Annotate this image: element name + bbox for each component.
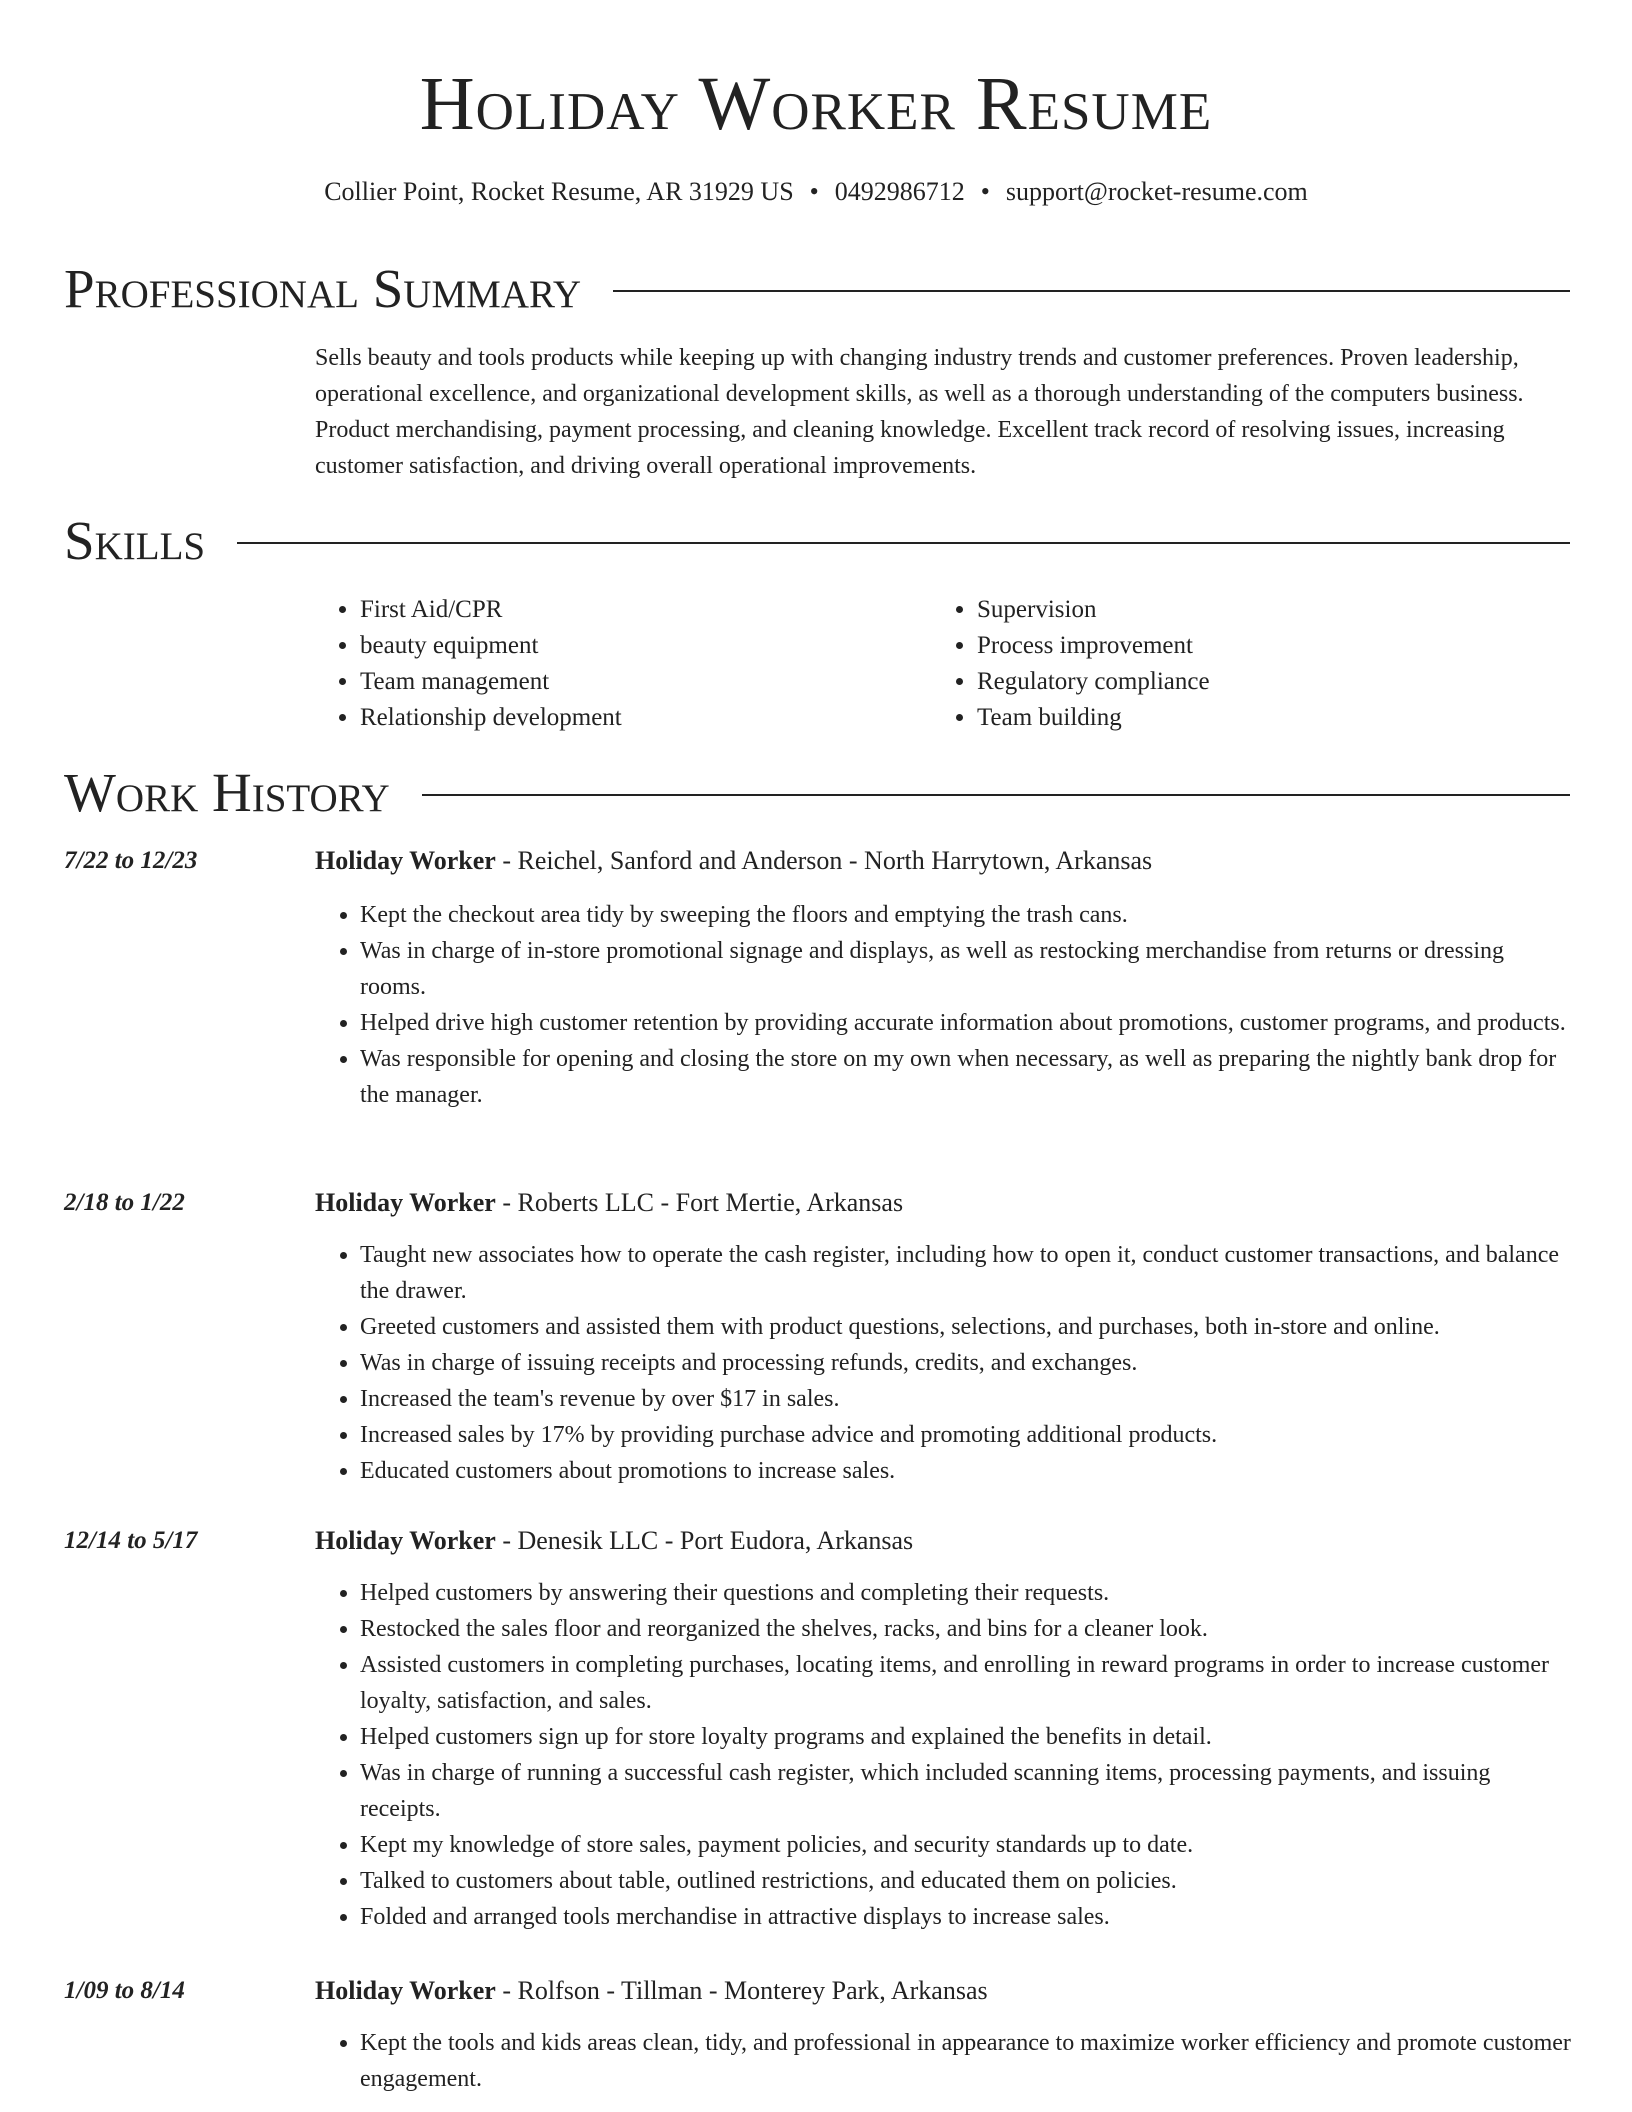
job-bullets: [315, 2025, 1571, 2097]
job-heading: [315, 1973, 1571, 2009]
job-bullet: • Assisted customers in completing purchases, locating items, and enrolling in reward programs in order to increase customer loyalty, satisfaction, and sales.: [360, 1647, 1571, 1719]
contact-separator: •: [980, 177, 990, 206]
skill-item: • First Aid/CPR: [360, 592, 932, 628]
job-role: Holiday Worker: [315, 1188, 496, 1217]
job-details: - Roberts LLC - Fort Mertie, Arkansas: [495, 1188, 904, 1217]
job-dates: 12/14 to 5/17: [64, 1527, 198, 1554]
job-bullet: • Helped customers sign up for store loyalty programs and explained the benefits in detail.: [360, 1719, 1571, 1755]
work-section-header: [64, 760, 1570, 826]
contact-line: [0, 174, 1632, 210]
job-bullet: • Kept my knowledge of store sales, payment policies, and security standards up to date.: [360, 1827, 1571, 1863]
job-bullet: • Increased the team's revenue by over $17 in sales.: [360, 1381, 1571, 1417]
job-bullet: • Folded and arranged tools merchandise in attractive displays to increase sales.: [360, 1899, 1571, 1935]
skill-item: • Team building: [977, 700, 1549, 736]
contact-email: support@rocket-resume.com: [1005, 177, 1308, 206]
skills-list: [315, 592, 1571, 736]
job-bullet: • Educated customers about promotions to increase sales.: [360, 1453, 1571, 1489]
skill-item: • Relationship development: [360, 700, 932, 736]
summary-section-header: [64, 256, 1570, 322]
job-bullets: [315, 1237, 1571, 1489]
job-bullet: • Kept the tools and kids areas clean, tidy, and professional in appearance to maximize worker efficiency and promote customer engagement.: [360, 2025, 1571, 2097]
job-bullet: • Restocked the sales floor and reorganized the shelves, racks, and bins for a cleaner look.: [360, 1611, 1571, 1647]
skills-column-2: [932, 592, 1549, 736]
job-details: - Denesik LLC - Port Eudora, Arkansas: [495, 1526, 914, 1555]
section-divider: [422, 794, 1570, 796]
section-divider: [613, 290, 1570, 292]
job-heading: [315, 1185, 1571, 1221]
job-bullets: [315, 1575, 1571, 1935]
job-bullet: • Kept the checkout area tidy by sweeping the floors and emptying the trash cans.: [360, 897, 1571, 933]
job-bullet: • Was responsible for opening and closing the store on my own when necessary, as well as preparing the nightly bank drop for the manager.: [360, 1041, 1571, 1113]
job-bullet: • Talked to customers about table, outlined restrictions, and educated them on policies.: [360, 1863, 1571, 1899]
contact-phone: 0492986712: [834, 177, 965, 206]
contact-separator: •: [809, 177, 819, 206]
job-bullet: • Increased sales by 17% by providing purchase advice and promoting additional products.: [360, 1417, 1571, 1453]
job-details: - Rolfson - Tillman - Monterey Park, Arkansas: [495, 1976, 988, 2005]
job-details: - Reichel, Sanford and Anderson - North Harrytown, Arkansas: [495, 846, 1153, 875]
job-role: Holiday Worker: [315, 1976, 496, 2005]
job-bullet: • Taught new associates how to operate the cash register, including how to open it, conduct customer transactions, and balance the drawer.: [360, 1237, 1571, 1309]
skill-item: • Team management: [360, 664, 932, 700]
section-divider: [237, 542, 1570, 544]
resume-title: Holiday Worker Resume: [419, 62, 1213, 146]
job-bullet: • Greeted customers and assisted them with product questions, selections, and purchases, both in-store and online.: [360, 1309, 1571, 1345]
skill-item: • Supervision: [977, 592, 1549, 628]
job-heading: [315, 1523, 1571, 1559]
job-dates: 2/18 to 1/22: [64, 1189, 185, 1216]
job-bullets: [315, 897, 1571, 1113]
job-role: Holiday Worker: [315, 846, 496, 875]
summary-text: Sells beauty and tools products while keeping up with changing industry trends and customer preferences. Proven leadership, operational excellence, and organizational development skills, as well as a thorough understanding of the computers business. Product merchandising, payment processing, and cleaning knowledge. Excellent track record of resolving issues, increasing customer satisfaction, and driving overall operational improvements.: [315, 345, 1524, 479]
skill-item: • Regulatory compliance: [977, 664, 1549, 700]
skills-column-1: [315, 592, 932, 736]
job-bullet: • Helped drive high customer retention by providing accurate information about promotions, customer programs, and products.: [360, 1005, 1571, 1041]
job-bullet: • Was in charge of issuing receipts and processing refunds, credits, and exchanges.: [360, 1345, 1571, 1381]
job-bullet: • Helped customers by answering their questions and completing their requests.: [360, 1575, 1571, 1611]
skill-item: • beauty equipment: [360, 628, 932, 664]
work-heading: Work History: [64, 762, 390, 823]
summary-heading: Professional Summary: [64, 258, 582, 319]
skills-heading: Skills: [64, 510, 206, 571]
job-bullet: • Was in charge of running a successful cash register, which included scanning items, processing payments, and issuing receipts.: [360, 1755, 1571, 1827]
job-dates: 1/09 to 8/14: [64, 1977, 185, 2004]
job-bullet: • Was in charge of in-store promotional signage and displays, as well as restocking merchandise from returns or dressing rooms.: [360, 933, 1571, 1005]
job-role: Holiday Worker: [315, 1526, 496, 1555]
job-dates: 7/22 to 12/23: [64, 847, 198, 874]
job-heading: [315, 843, 1571, 879]
skills-section-header: [64, 508, 1570, 574]
skill-item: • Process improvement: [977, 628, 1549, 664]
contact-address: Collier Point, Rocket Resume, AR 31929 US: [324, 177, 794, 206]
